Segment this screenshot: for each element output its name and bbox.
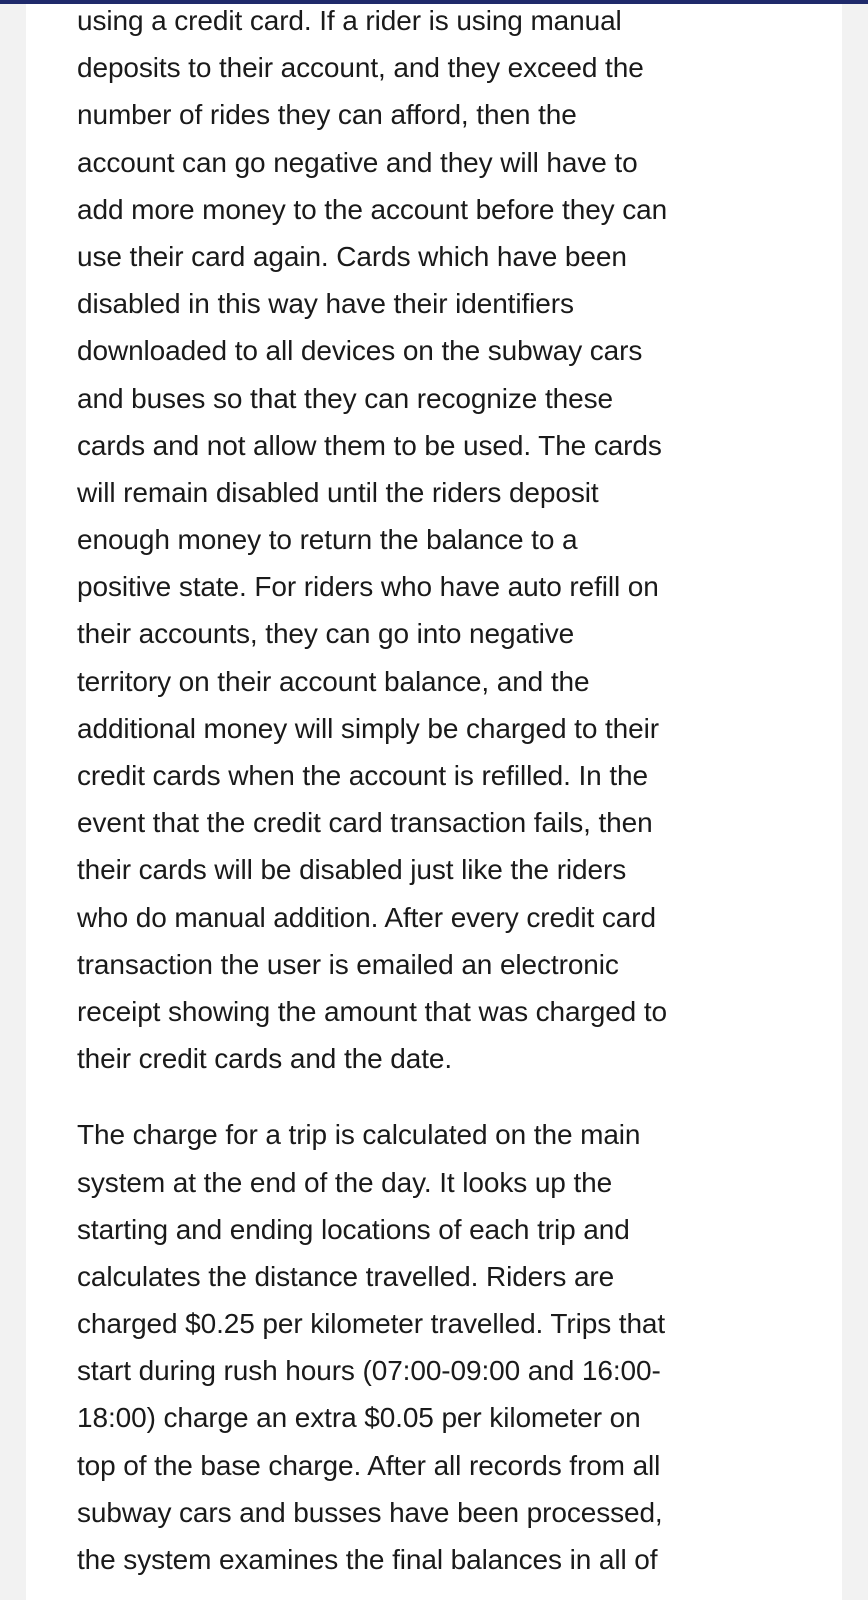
- text-line: calculates the distance travelled. Riders are: [77, 1260, 615, 1292]
- text-line: charged $0.25 per kilometer travelled. Trips that: [77, 1308, 666, 1340]
- text-line: the system examines the final balances in all of: [77, 1544, 658, 1575]
- article-page: [26, 4, 842, 1600]
- text-line: number of rides they can afford, then the: [77, 99, 577, 131]
- text-line: starting and ending locations of each trip and: [77, 1213, 630, 1245]
- text-line: disabled in this way have their identifiers: [77, 288, 574, 320]
- text-line: 18:00) charge an extra $0.05 per kilometer on: [77, 1402, 641, 1434]
- text-line: use their card again. Cards which have been: [77, 240, 627, 272]
- text-line: system at the end of the day. It looks up the: [77, 1166, 613, 1198]
- text-line: add more money to the account before they can: [77, 193, 668, 225]
- text-line: will remain disabled until the riders deposit: [77, 476, 599, 508]
- text-line: enough money to return the balance to a: [77, 524, 578, 556]
- text-line: and buses so that they can recognize these: [77, 382, 613, 414]
- paragraph-account-balance: [77, 0, 777, 1082]
- paragraph-trip-charge: [77, 1111, 777, 1583]
- text-line: additional money will simply be charged to their: [77, 712, 659, 744]
- text-line: cards and not allow them to be used. The cards: [77, 429, 662, 461]
- article-body: [77, 4, 777, 1583]
- text-line: using a credit card. If a rider is using manual: [77, 5, 622, 36]
- text-line: receipt showing the amount that was charged to: [77, 995, 667, 1027]
- text-line: top of the base charge. After all records from all: [77, 1449, 661, 1481]
- text-line: who do manual addition. After every credit card: [77, 901, 656, 933]
- text-line: subway cars and busses have been processed,: [77, 1496, 663, 1528]
- text-line: their accounts, they can go into negative: [77, 618, 575, 650]
- text-line: downloaded to all devices on the subway cars: [77, 335, 643, 367]
- text-line: their credit cards and the date.: [77, 1043, 453, 1075]
- text-line: territory on their account balance, and the: [77, 665, 590, 697]
- text-line: transaction the user is emailed an electronic: [77, 948, 619, 980]
- text-line: their cards will be disabled just like the riders: [77, 854, 627, 886]
- text-line: positive state. For riders who have auto refill on: [77, 571, 659, 603]
- text-line: start during rush hours (07:00-09:00 and 16:00-: [77, 1355, 661, 1387]
- text-line: credit cards when the account is refilled. In the: [77, 760, 648, 791]
- text-line: The charge for a trip is calculated on the main: [77, 1119, 641, 1151]
- text-line: event that the credit card transaction fails, then: [77, 807, 653, 839]
- text-line: account can go negative and they will have to: [77, 146, 638, 178]
- text-line: deposits to their account, and they exceed the: [77, 52, 644, 84]
